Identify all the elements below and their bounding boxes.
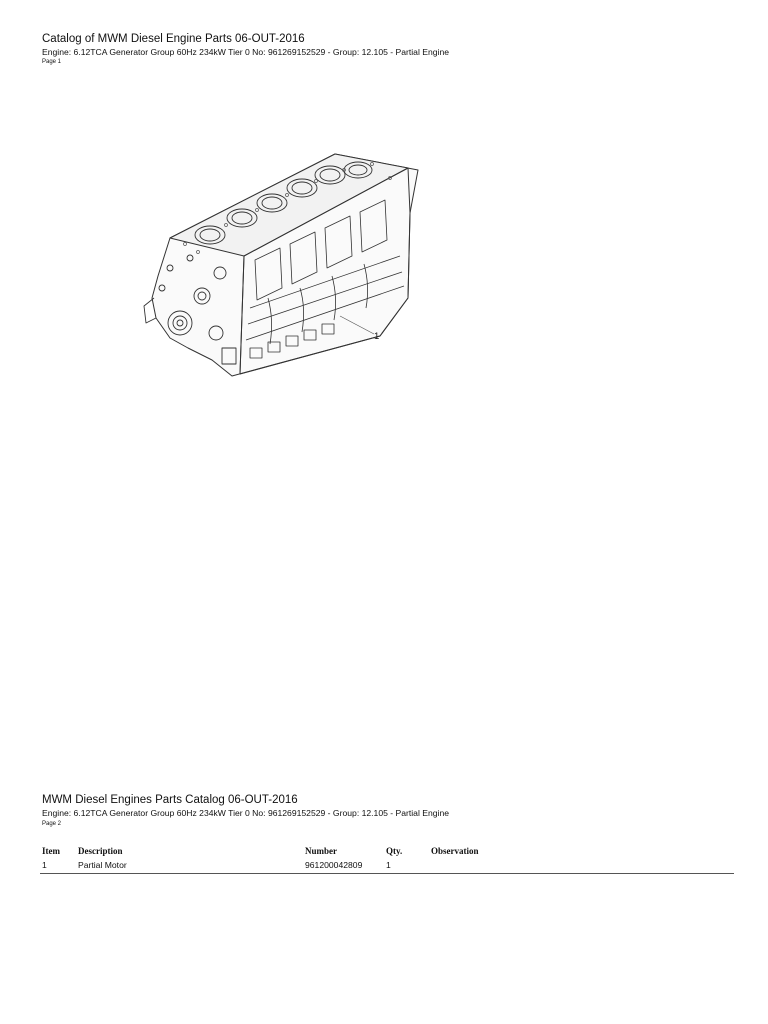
column-header-description: Description [78, 846, 123, 856]
page2-page-label: Page 2 [42, 821, 62, 827]
table-divider [40, 873, 734, 874]
row-item: 1 [42, 860, 47, 870]
row-part-number: 961200042809 [305, 860, 363, 870]
page2-title: MWM Diesel Engines Parts Catalog 06-OUT-2016 [42, 794, 298, 806]
column-header-qty: Qty. [386, 846, 403, 856]
engine-block-drawing [140, 148, 430, 380]
callout-label: 1 [374, 331, 380, 342]
row-description: Partial Motor [78, 860, 127, 870]
page1-page-label: Page 1 [42, 59, 62, 65]
column-header-item: Item [42, 846, 60, 856]
page2-subtitle: Engine: 6.12TCA Generator Group 60Hz 234kW Tier 0 No: 961269152529 - Group: 12.105 - Partial Engine [42, 808, 450, 818]
page1-title: Catalog of MWM Diesel Engine Parts 06-OUT-2016 [42, 33, 305, 45]
row-qty: 1 [386, 860, 391, 870]
page1-subtitle: Engine: 6.12TCA Generator Group 60Hz 234kW Tier 0 No: 961269152529 - Group: 12.105 - Partial Engine [42, 47, 450, 57]
column-header-number: Number [305, 846, 337, 856]
column-header-observation: Observation [431, 846, 479, 856]
